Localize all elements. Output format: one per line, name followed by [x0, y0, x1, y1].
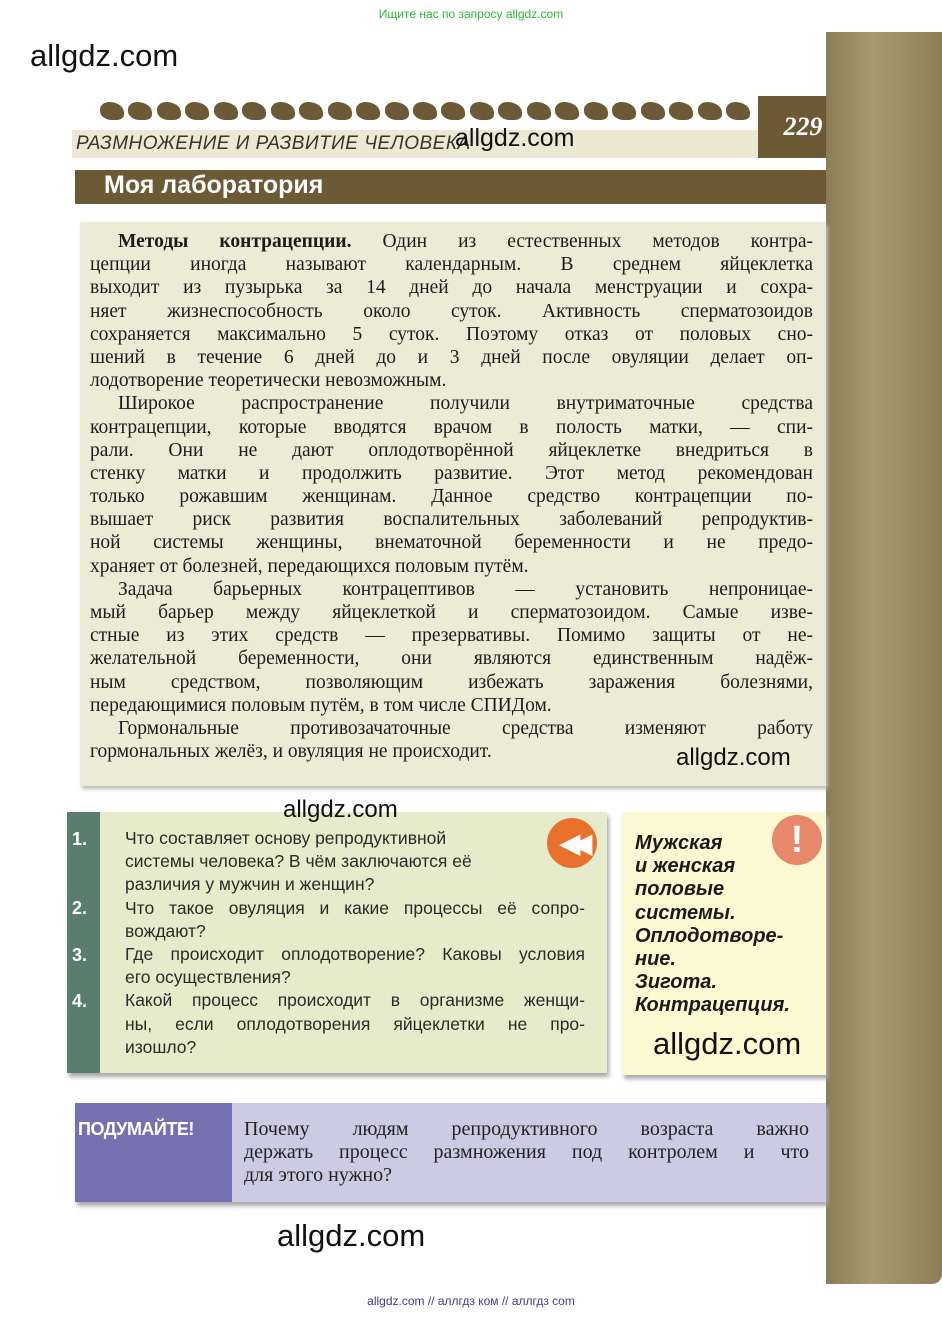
text-line: Методы контрацепции. Один из естественных методов контра- [118, 231, 813, 252]
keyword: Оплодотворе- [635, 924, 784, 947]
text-line: ным средством, позволяющим избежать заражения болезнями, [90, 671, 813, 693]
text-line: Задача барьерных контрацептивов — установить непроницае- [118, 578, 813, 600]
question-line: его осуществления? [125, 967, 291, 988]
think-line: Почему людям репродуктивного возраста важно [244, 1118, 809, 1140]
text-line: Широкое распространение получили внутриматочные средства [118, 393, 813, 415]
text-line: желательной беременности, они являются единственным надёж- [90, 648, 813, 670]
question-line: Что составляет основу репродуктивной [125, 828, 447, 848]
question-number: 4. [72, 991, 88, 1011]
text-line: шений в течение 6 дней до и 3 дней после овуляции делает оп- [90, 346, 813, 368]
think-question [244, 1118, 809, 1188]
text-line: цепции иногда называют календарным. В среднем яйцеклетка [90, 254, 813, 276]
text-line: стенку матки и продолжить развитие. Этот метод рекомендован [90, 462, 813, 484]
questions-number-strip [67, 812, 100, 1073]
page-edge-strip [826, 32, 942, 1284]
question-number: 1. [72, 829, 88, 849]
page-number: 229 [783, 112, 823, 141]
watermark: allgdz.com [653, 1026, 802, 1061]
text-line: сохраняется максимально 5 суток. Поэтому отказ от половых сно- [90, 323, 813, 345]
text-line: ной системы женщины, внематочной беременности и не предо- [90, 532, 813, 554]
question-number: 2. [72, 898, 88, 918]
bottom-note: allgdz.com // аллгдз ком // аллгдз com [367, 1294, 575, 1308]
watermark: allgdz.com [455, 124, 575, 152]
exclamation-icon: ! [772, 815, 822, 865]
text-line: гормональных желёз, и овуляция не происходит. [90, 741, 492, 763]
search-hint: Ищите нас по запросу allgdz.com [378, 7, 564, 21]
text-line: мый барьер между яйцеклеткой и сперматозоидом. Самые изве- [90, 602, 813, 623]
question-line: Где происходит оплодотворение? Каковы условия [125, 943, 585, 964]
watermark: allgdz.com [676, 744, 791, 771]
chapter-title: РАЗМНОЖЕНИЕ И РАЗВИТИЕ ЧЕЛОВЕКА [76, 133, 471, 154]
question-line: различия у мужчин и женщин? [125, 874, 375, 895]
keywords-list [635, 832, 790, 1018]
keyword: Мужская [635, 832, 723, 854]
keyword: Контрацепция. [635, 994, 790, 1017]
question-line: ны, если оплодотворения яйцеклетки не про- [125, 1013, 585, 1034]
watermark: allgdz.com [277, 1218, 426, 1253]
section-title: Моя лаборатория [104, 171, 324, 199]
think-label: ПОДУМАЙТЕ! [78, 1119, 194, 1139]
text-line: выходит из пузырька за 14 дней до начала менструации и сохра- [90, 277, 813, 299]
think-label-panel [75, 1103, 232, 1202]
keyword: Зигота. [635, 971, 717, 994]
text-line: лодотворение теоретически невозможным. [90, 370, 447, 392]
text-line: стные из этих средств — презервативы. Помимо защиты от не- [90, 625, 813, 647]
question-number: 3. [72, 945, 88, 965]
question-line: изошло? [125, 1036, 197, 1057]
text-line: няет жизнеспособность около суток. Активность сперматозоидов [90, 300, 813, 322]
text-line: только рожавшим женщинам. Данное средство контрацепции по- [90, 486, 813, 508]
text-line: рали. Они не дают оплодотворённой яйцеклетке внедриться в [90, 439, 813, 461]
question-line: системы человека? В чём заключаются её [125, 851, 472, 872]
lab-text [90, 230, 813, 763]
keyword: системы. [635, 901, 736, 924]
question-line: Какой процесс происходит в организме женщи- [125, 990, 585, 1011]
term: Методы контрацепции. [118, 231, 352, 252]
text-line: контрацепции, которые вводятся врачом в полость матки, — спи- [90, 416, 813, 438]
watermark: allgdz.com [283, 796, 398, 823]
text-line: Гормональные противозачаточные средства изменяют работу [118, 717, 813, 739]
text-line: вышает риск развития воспалительных заболеваний репродуктив- [90, 509, 813, 531]
rewind-icon: ◀◀ [547, 818, 597, 868]
think-line: держать процесс размножения под контролем и что [244, 1141, 809, 1164]
keyword: и женская [635, 855, 736, 878]
question-line: Что такое овуляция и какие процессы её сопро- [125, 897, 585, 918]
think-line: для этого нужно? [244, 1164, 392, 1187]
text-line: передающимися половым путём, в том числе СПИДом. [90, 694, 552, 716]
keyword: ние. [635, 948, 676, 971]
keyword: половые [635, 878, 725, 901]
questions-text [125, 827, 585, 1059]
question-line: вождают? [125, 920, 206, 941]
watermark: allgdz.com [30, 38, 179, 73]
animal-silhouettes-decoration [100, 98, 750, 124]
text-line: храняет от болезней, передающихся половым путём. [90, 555, 529, 577]
